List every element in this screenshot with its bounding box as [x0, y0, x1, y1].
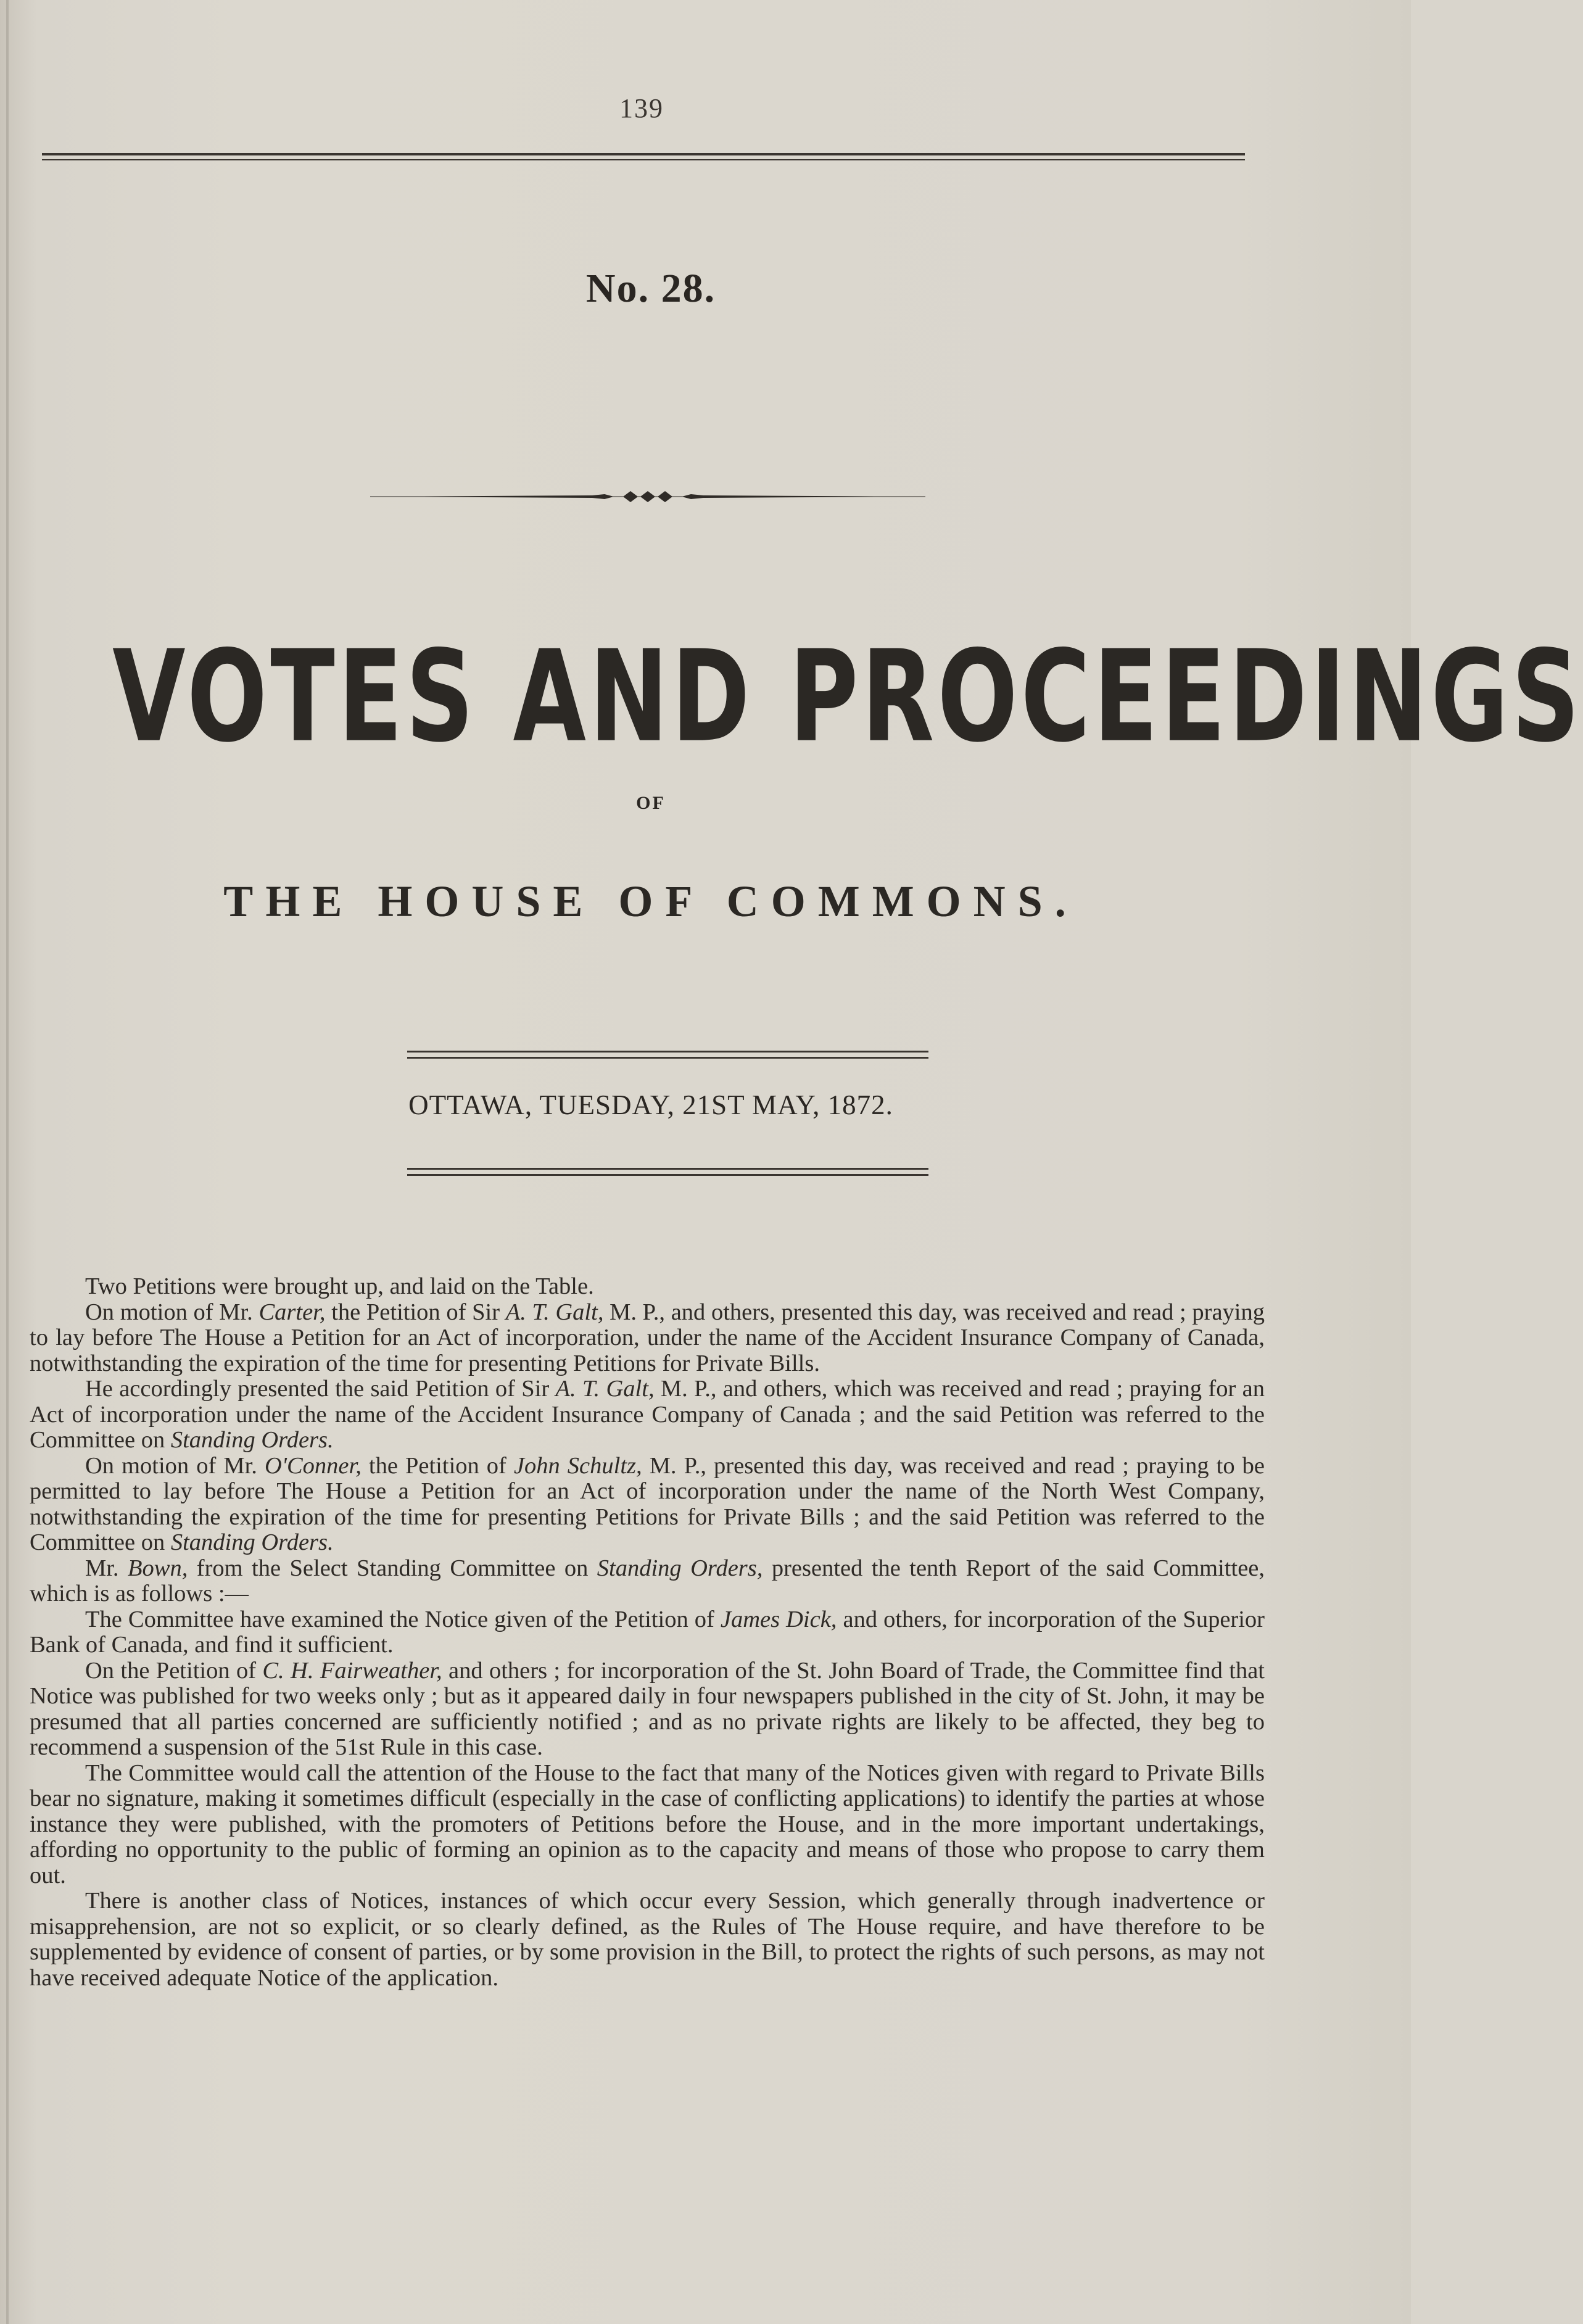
- paragraph: [30, 1454, 1265, 1556]
- text-run: from the Select Standing Committee on: [188, 1555, 597, 1581]
- text-run: There is another class of Notices, instances of which occur every Session, which generally through inadvertence or misapprehension, are not so explicit, or so clearly defined, as the Rules of The House require, and have therefore to be supplemented by evidence of consent of parties, or by some provision in the Bill, to protect the rights of such persons, as may not have received adequate Notice of the application.: [30, 1888, 1265, 1991]
- dateline: OTTAWA, TUESDAY, 21ST MAY, 1872.: [408, 1090, 893, 1120]
- italic-name: John Schultz,: [513, 1452, 642, 1479]
- italic-name: Carter,: [258, 1299, 326, 1325]
- text-run: Mr.: [85, 1555, 128, 1581]
- text-run: M. P., and others, which was received and read ; praying for an Act of incorporation under the name of the Accident Insurance Company of Canada ; and the said Petition was referred to the Committee on: [30, 1376, 1265, 1453]
- italic-name: Bown,: [128, 1555, 188, 1581]
- paragraph: [30, 1888, 1265, 1991]
- italic-name: O'Conner,: [264, 1452, 362, 1479]
- italic-name: A. T. Galt,: [555, 1376, 655, 1402]
- paragraph: [30, 1376, 1265, 1454]
- paragraph: [30, 1556, 1265, 1607]
- text-run: He accordingly presented the said Petition of Sir: [85, 1376, 556, 1402]
- header-rule: [42, 153, 1245, 155]
- header-rule-thin: [42, 159, 1245, 160]
- text-run: The Committee would call the attention of the House to the fact that many of the Notices given with regard to Private Bills bear no signature, making it sometimes difficult (especially in the case of conflicting applications) to identify the parties at whose instance they were published, with the promoters of Petitions before the House, and in the more important undertakings, affording no opportunity to the public of forming an opinion as to the capacity and means of those who propose to carry them out.: [30, 1760, 1265, 1888]
- proceedings-body: [30, 1274, 1265, 1991]
- date-rule-top-1: [407, 1051, 928, 1052]
- binding-edge: [6, 0, 9, 2324]
- text-run: presented the tenth Report of the said Committee, which is as follows :—: [30, 1555, 1265, 1607]
- ornament-divider: [370, 487, 925, 506]
- italic-name: Standing Orders.: [170, 1427, 334, 1453]
- italic-name: Standing Orders,: [597, 1555, 763, 1581]
- italic-name: James Dick,: [720, 1606, 837, 1632]
- text-run: On the Petition of: [85, 1657, 263, 1684]
- text-run: the Petition of Sir: [325, 1299, 506, 1325]
- paragraph: [30, 1607, 1265, 1658]
- text-run: and others, for incorporation of the Superior Bank of Canada, and find it sufficient.: [30, 1606, 1265, 1658]
- text-run: On motion of Mr.: [85, 1299, 259, 1325]
- date-rule-bottom-2: [407, 1174, 928, 1176]
- document-number: No. 28.: [585, 266, 716, 311]
- text-run: and others ; for incorporation of the St. John Board of Trade, the Committee find that Notice was published for two weeks only ; but as it appeared daily in four newspapers published in the city of St. John, it may be presumed that all parties concerned are sufficiently notified ; and as no private rights are likely to be affected, they beg to recommend a suspension of the 51st Rule in this case.: [30, 1657, 1265, 1760]
- text-run: Two Petitions were brought up, and laid on the Table.: [85, 1273, 594, 1299]
- text-run: M. P., presented this day, was received and read ; praying to be permitted to lay before The House a Petition for an Act of incorporation under the name of the North West Company, notwithstanding the expiration of the time for presenting Petitions for Private Bills ; and the said Petition was referred to the Committee on: [30, 1452, 1265, 1555]
- paragraph: [30, 1658, 1265, 1761]
- main-title: VOTES AND PROCEEDINGS: [112, 623, 1583, 771]
- date-rule-bottom-1: [407, 1168, 928, 1170]
- paragraph: [30, 1761, 1265, 1889]
- italic-name: A. T. Galt,: [505, 1299, 604, 1325]
- paragraph: [30, 1274, 1265, 1300]
- italic-name: C. H. Fairweather,: [262, 1657, 442, 1684]
- text-run: M. P., and others, presented this day, was received and read ; praying to lay before The House a Petition for an Act of incorporation, under the name of the Accident Insurance Company of Canada, notwithstanding the expiration of the time for presenting Petitions for Private Bills.: [30, 1299, 1265, 1376]
- page-number: 139: [619, 93, 664, 123]
- text-run: On motion of Mr.: [85, 1452, 265, 1479]
- text-run: The Committee have examined the Notice given of the Petition of: [85, 1606, 721, 1632]
- italic-name: Standing Orders.: [170, 1529, 334, 1555]
- paragraph: [30, 1300, 1265, 1377]
- date-rule-top-2: [407, 1057, 928, 1059]
- text-run: the Petition of: [361, 1452, 514, 1479]
- of-connector: OF: [636, 793, 666, 813]
- house-title: THE HOUSE OF COMMONS.: [223, 877, 1078, 926]
